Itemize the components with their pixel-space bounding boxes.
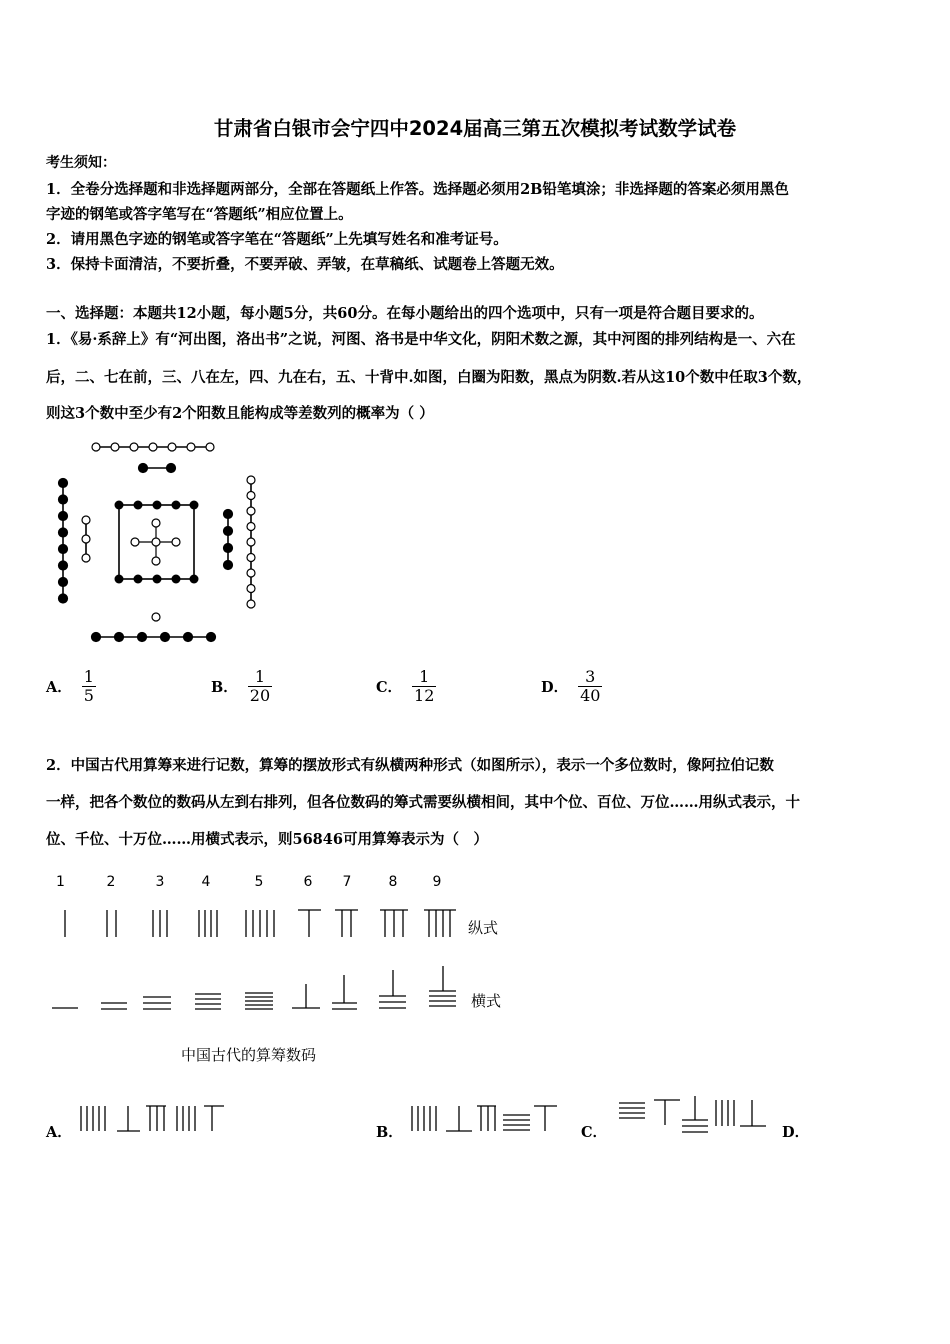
digit-label: 4: [201, 874, 211, 890]
question-text: 位、千位、十万位……用横式表示，则56846可用算筹表示为（ ）: [46, 831, 488, 848]
numerator: 3: [585, 667, 596, 686]
hengshi-label: 横式: [471, 992, 502, 1010]
question-text: 则这3个数中至少有2个阳数且能构成等差数列的概率为（ ）: [46, 405, 434, 422]
digit-label: 3: [155, 874, 165, 890]
question-text: 后，二、七在前，三、八在左，四、九在右，五、十背中.如图，白圈为阳数，黑点为阴数.若从这10个数中任取3个数，: [46, 369, 812, 386]
denominator: 12: [414, 686, 435, 705]
digit-label: 2: [106, 874, 116, 890]
option-c[interactable]: C．: [581, 1124, 608, 1141]
option-b[interactable]: B．: [376, 1124, 403, 1141]
page-title: 甘肃省白银市会宁四中2024届高三第五次模拟考试数学试卷: [213, 117, 737, 140]
option-a[interactable]: A．: [46, 1124, 72, 1141]
zongshi-label: 纵式: [468, 919, 499, 937]
notice-item: 2．请用黑色字迹的钢笔或答字笔在“答题纸”上先填写姓名和准考证号。: [46, 231, 508, 248]
notice-item: 1．全卷分选择题和非选择题两部分，全部在答题纸上作答。选择题必须用2B铅笔填涂；非选择题的答案必须用黑色: [46, 181, 789, 198]
option-label: C．: [376, 679, 403, 696]
question-text: 2．中国古代用算筹来进行记数，算筹的摆放形式有纵横两种形式（如图所示），表示一个多位数时，像阿拉伯记数: [46, 757, 774, 774]
digit-label: 7: [342, 874, 352, 890]
figure-caption: 中国古代的算筹数码: [181, 1046, 317, 1064]
digit-label: 6: [303, 874, 313, 890]
denominator: 20: [249, 686, 271, 705]
section-heading: 一、选择题：本题共12小题，每小题5分，共60分。在每小题给出的四个选项中，只有一项是符合题目要求的。: [46, 305, 764, 322]
question-text: 一样，把各个数位的数码从左到右排列，但各位数码的筹式需要纵横相间，其中个位、百位、万位……用纵式表示，十: [46, 794, 800, 811]
notice-item: 3．保持卡面清洁，不要折叠，不要弄破、弄皱，在草稿纸、试题卷上答题无效。: [46, 256, 564, 273]
option-d[interactable]: D．: [782, 1124, 810, 1141]
notice-header: 考生须知：: [46, 155, 116, 171]
denominator: 40: [580, 686, 601, 705]
numerator: 1: [254, 667, 266, 686]
option-label: D．: [541, 679, 569, 696]
digit-label: 5: [254, 874, 264, 890]
question-text: 1．《易·系辞上》有“河出图，洛出书”之说，河图、洛书是中华文化，阴阳术数之源，其中河图的排列结构是一、六在: [46, 331, 796, 348]
digit-label: 1: [56, 874, 65, 890]
notice-item: 字迹的钢笔或答字笔写在“答题纸”相应位置上。: [46, 206, 353, 223]
denominator: 5: [83, 686, 94, 705]
numerator: 1: [83, 667, 94, 686]
option-label: A．: [46, 679, 72, 696]
option-label: B．: [211, 679, 238, 696]
digit-label: 9: [432, 874, 442, 890]
digit-label: 8: [388, 874, 398, 890]
numerator: 1: [419, 667, 430, 686]
